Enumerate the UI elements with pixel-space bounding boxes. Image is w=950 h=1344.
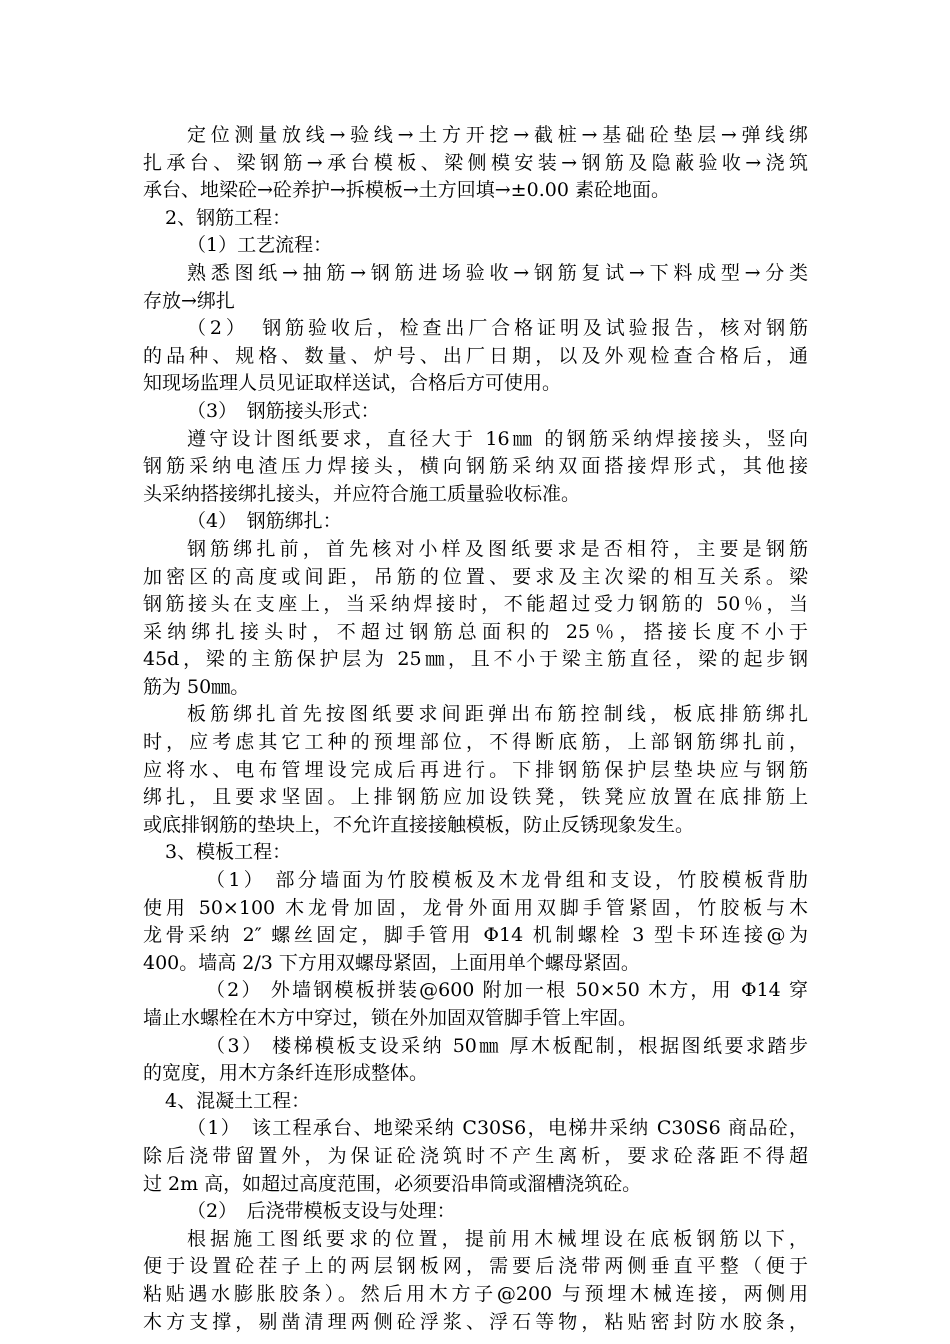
- text-line: 4、混凝土工程：: [165, 1089, 311, 1112]
- text-line: 定位测量放线→验线→土方开挖→截桩→基础砼垫层→弹线绑: [187, 124, 808, 146]
- text-line: （2） 外墙钢模板拼装@600 附加一根 50×50 木方，用 Φ14 穿: [206, 979, 808, 1002]
- text-line: 熟悉图纸→抽筋→钢筋进场验收→钢筋复试→下料成型→分类: [187, 261, 808, 284]
- text-line: 便于设置砼茬子上的两层钢板网，需要后浇带两侧垂直平整（便于: [143, 1255, 808, 1278]
- text-line: 钢筋绑扎前，首先核对小样及图纸要求是否相符，主要是钢筋: [187, 537, 808, 560]
- text-line: （1）工艺流程：: [187, 234, 333, 257]
- text-line: 的宽度，用木方条纤连形成整体。: [143, 1062, 429, 1085]
- text-line: （4） 钢筋绑扎：: [187, 510, 342, 533]
- text-line: （2） 后浇带模板支设与处理：: [187, 1200, 456, 1223]
- text-line: 绑扎，且要求坚固。上排钢筋应加设铁凳，铁凳应放置在底排筋上: [143, 786, 808, 809]
- text-line: 或底排钢筋的垫块上，不允许直接接触模板，防止反锈现象发生。: [143, 813, 695, 836]
- text-line: 应将水、电布管埋设完成后再进行。下排钢筋保护层垫块应与钢筋: [143, 758, 808, 781]
- text-line: 头采纳搭接绑扎接头，并应符合施工质量验收标准。: [143, 482, 581, 505]
- text-line: 2、钢筋工程：: [165, 206, 292, 229]
- text-line: 钢筋接头在支座上，当采纳焊接时，不能超过受力钢筋的 50％，当: [143, 593, 808, 616]
- text-line: 承台、地梁砼→砼养护→拆模板→土方回填→±0.00 素砼地面。: [143, 179, 670, 202]
- text-line: （1） 该工程承台、地梁采纳 C30S6，电梯井采纳 C30S6 商品砼，: [187, 1117, 808, 1140]
- text-line: 龙骨采纳 2″ 螺丝固定，脚手管用 Φ14 机制螺栓 3 型卡环连接@为: [143, 924, 808, 947]
- text-line: 时，应考虑其它工种的预埋部位，不得断底筋，上部钢筋绑扎前，: [143, 731, 808, 754]
- text-line: 木方支撑，剔凿清理两侧砼浮浆、浮石等物，粘贴密封防水胶条，: [143, 1310, 808, 1333]
- text-line: 的品种、规格、数量、炉号、出厂日期，以及外观检查合格后，通: [143, 344, 808, 367]
- text-line: 墙止水螺栓在木方中穿过，锁在外加固双管脚手管上牢固。: [143, 1007, 638, 1029]
- text-line: （2） 钢筋验收后，检查出厂合格证明及试验报告，核对钢筋: [187, 317, 808, 340]
- text-line: （3） 楼梯模板支设采纳 50㎜ 厚木板配制，根据图纸要求踏步: [206, 1034, 808, 1057]
- text-line: 板筋绑扎首先按图纸要求间距弹出布筋控制线，板底排筋绑扎: [187, 703, 808, 726]
- text-line: 使用 50×100 木龙骨加固，龙骨外面用双脚手管紧固，竹胶板与木: [143, 896, 808, 919]
- text-line: 存放→绑扎: [143, 289, 235, 312]
- text-line: 粘贴遇水膨胀胶条）。然后用木方子@200 与预埋木械连接，两侧用: [143, 1282, 808, 1305]
- text-line: （3） 钢筋接头形式：: [187, 399, 380, 422]
- text-line: 知现场监理人员见证取样送试，合格后方可使用。: [143, 372, 562, 395]
- text-line: 过 2m 高，如超过高度范围，必须要沿串筒或溜槽浇筑砼。: [143, 1172, 642, 1195]
- document-body: [143, 122, 808, 1336]
- text-line: 扎承台、梁钢筋→承台模板、梁侧模安装→钢筋及隐蔽验收→浇筑: [143, 151, 808, 174]
- text-line: 除后浇带留置外，为保证砼浇筑时不产生离析，要求砼落距不得超: [143, 1144, 808, 1167]
- text-line: 400。墙高 2/3 下方用双螺母紧固，上面用单个螺母紧固。: [143, 951, 640, 974]
- text-line: 45d，梁的主筋保护层为 25㎜，且不小于梁主筋直径，梁的起步钢: [143, 648, 808, 671]
- text-line: 采纳绑扎接头时，不超过钢筋总面积的 25％，搭接长度不小于: [143, 620, 808, 643]
- text-line: 根据施工图纸要求的位置，提前用木械埋设在底板钢筋以下，: [187, 1227, 808, 1250]
- text-line: 加密区的高度或间距，吊筋的位置、要求及主次梁的相互关系。梁: [143, 565, 808, 588]
- text-line: 筋为 50㎜。: [143, 675, 250, 698]
- text-line: 钢筋采纳电渣压力焊接头，横向钢筋采纳双面搭接焊形式，其他接: [143, 455, 808, 478]
- text-line: 3、模板工程：: [165, 841, 292, 864]
- text-line: （1） 部分墙面为竹胶模板及木龙骨组和支设，竹胶模板背肋: [206, 869, 808, 892]
- text-line: 遵守设计图纸要求，直径大于 16㎜ 的钢筋采纳焊接接头，竖向: [187, 427, 808, 450]
